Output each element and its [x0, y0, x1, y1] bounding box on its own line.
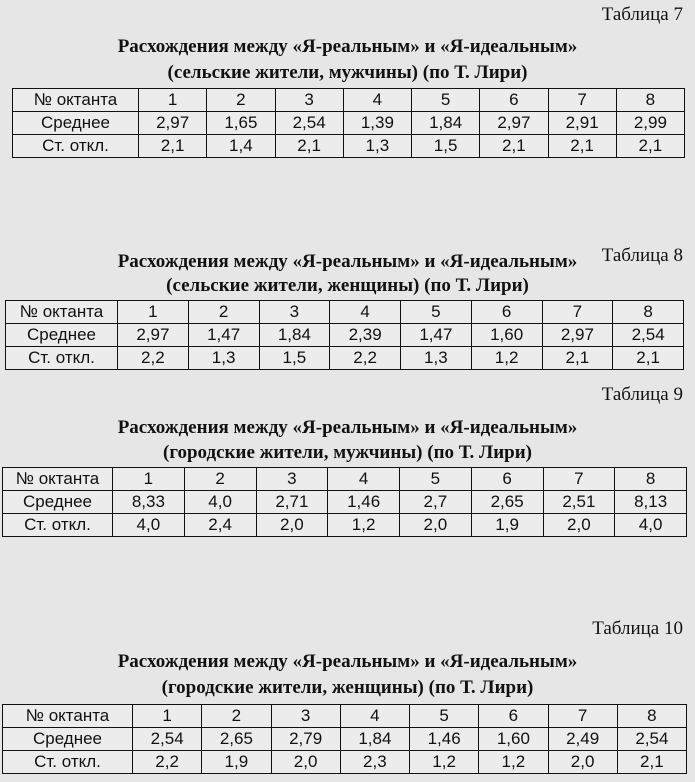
table-cell: 2,1 — [613, 347, 684, 370]
table-cell: 1,46 — [328, 491, 400, 514]
table-cell: 2,39 — [330, 324, 401, 347]
table-cell: 2,54 — [613, 324, 684, 347]
table-cell: 2,97 — [480, 112, 548, 135]
header-cell: 1 — [139, 89, 207, 112]
table-title-line2: (сельские жители, женщины) (по Т. Лири) — [166, 275, 529, 296]
row-label-cell: Среднее — [6, 324, 118, 347]
octant-header-cell: № октанта — [3, 468, 113, 491]
row-label-cell: Среднее — [13, 112, 139, 135]
table-row — [3, 728, 687, 751]
row-label-cell: Ст. откл. — [3, 751, 133, 774]
table-cell: 2,0 — [400, 514, 472, 537]
table-title-line1: Расхождения между «Я-реальным» и «Я-идеальным» — [117, 651, 578, 672]
table-cell: 1,5 — [412, 135, 480, 158]
table-cell: 2,2 — [118, 347, 189, 370]
table-number: Таблица 9 — [601, 384, 683, 405]
table-cell: 1,2 — [328, 514, 400, 537]
table-cell: 2,99 — [616, 112, 684, 135]
header-cell: 5 — [400, 468, 472, 491]
table-cell: 1,60 — [471, 324, 542, 347]
header-cell: 2 — [184, 468, 256, 491]
table-cell: 2,1 — [616, 135, 684, 158]
table-cell: 2,0 — [256, 514, 328, 537]
table-title-line2: (городские жители, женщины) (по Т. Лири) — [161, 677, 534, 698]
table-header-row — [13, 89, 685, 112]
table-header-row — [3, 705, 687, 728]
table-row — [3, 491, 687, 514]
table-cell: 2,54 — [617, 728, 686, 751]
row-label-cell: Среднее — [3, 728, 133, 751]
header-cell: 4 — [343, 89, 411, 112]
table-cell: 2,79 — [271, 728, 340, 751]
octant-header-cell: № октанта — [3, 705, 133, 728]
header-cell: 1 — [133, 705, 202, 728]
data-table — [2, 467, 687, 537]
header-cell: 7 — [548, 89, 616, 112]
table-9-block — [0, 380, 695, 580]
table-cell: 4,0 — [615, 514, 687, 537]
table-cell: 2,7 — [400, 491, 472, 514]
header-cell: 5 — [412, 89, 480, 112]
table-cell: 2,51 — [543, 491, 615, 514]
header-cell: 2 — [202, 705, 271, 728]
header-cell: 6 — [479, 705, 548, 728]
header-cell: 4 — [328, 468, 400, 491]
table-cell: 2,1 — [617, 751, 686, 774]
table-cell: 1,39 — [343, 112, 411, 135]
table-cell: 4,0 — [184, 491, 256, 514]
data-table — [12, 88, 685, 158]
table-title-line2: (городские жители, мужчины) (по Т. Лири) — [163, 442, 532, 463]
table-number: Таблица 10 — [592, 618, 683, 639]
table-title-line1: Расхождения между «Я-реальным» и «Я-идеальным» — [117, 251, 578, 272]
table-cell: 2,0 — [548, 751, 617, 774]
header-cell: 3 — [275, 89, 343, 112]
table-cell: 1,5 — [259, 347, 330, 370]
table-cell: 2,3 — [340, 751, 409, 774]
table-cell: 2,91 — [548, 112, 616, 135]
header-cell: 4 — [340, 705, 409, 728]
header-cell: 8 — [613, 301, 684, 324]
row-label-cell: Ст. откл. — [13, 135, 139, 158]
table-cell: 4,0 — [113, 514, 185, 537]
table-row — [3, 514, 687, 537]
header-cell: 6 — [480, 89, 548, 112]
table-header-row — [3, 468, 687, 491]
row-label-cell: Ст. откл. — [3, 514, 113, 537]
table-cell: 1,47 — [401, 324, 472, 347]
octant-header-cell: № октанта — [6, 301, 118, 324]
table-cell: 1,84 — [412, 112, 480, 135]
table-7-block — [0, 0, 695, 175]
header-cell: 3 — [271, 705, 340, 728]
table-cell: 2,97 — [542, 324, 613, 347]
table-cell: 1,9 — [471, 514, 543, 537]
table-title-line2: (сельские жители, мужчины) (по Т. Лири) — [167, 62, 528, 83]
table-cell: 1,46 — [410, 728, 479, 751]
table-cell: 2,1 — [275, 135, 343, 158]
header-cell: 5 — [401, 301, 472, 324]
table-cell: 2,4 — [184, 514, 256, 537]
table-number: Таблица 7 — [601, 4, 683, 25]
table-cell: 2,65 — [202, 728, 271, 751]
data-table — [5, 300, 684, 370]
header-cell: 1 — [118, 301, 189, 324]
table-cell: 1,84 — [340, 728, 409, 751]
table-cell: 2,0 — [271, 751, 340, 774]
table-cell: 2,97 — [118, 324, 189, 347]
table-cell: 8,33 — [113, 491, 185, 514]
table-cell: 1,2 — [479, 751, 548, 774]
table-cell: 2,49 — [548, 728, 617, 751]
table-title-line1: Расхождения между «Я-реальным» и «Я-идеальным» — [117, 36, 578, 57]
table-cell: 2,54 — [275, 112, 343, 135]
table-number: Таблица 8 — [601, 245, 683, 266]
table-cell: 2,1 — [480, 135, 548, 158]
table-cell: 8,13 — [615, 491, 687, 514]
header-cell: 8 — [617, 705, 686, 728]
table-cell: 2,2 — [330, 347, 401, 370]
table-cell: 2,54 — [133, 728, 202, 751]
header-cell: 4 — [330, 301, 401, 324]
header-cell: 6 — [471, 301, 542, 324]
table-cell: 1,2 — [471, 347, 542, 370]
table-cell: 1,3 — [188, 347, 259, 370]
table-cell: 1,60 — [479, 728, 548, 751]
header-cell: 6 — [471, 468, 543, 491]
table-cell: 1,3 — [343, 135, 411, 158]
table-cell: 2,2 — [133, 751, 202, 774]
table-cell: 1,47 — [188, 324, 259, 347]
table-cell: 2,1 — [139, 135, 207, 158]
table-header-row — [6, 301, 684, 324]
table-cell: 1,2 — [410, 751, 479, 774]
table-row — [6, 347, 684, 370]
row-label-cell: Среднее — [3, 491, 113, 514]
table-cell: 1,9 — [202, 751, 271, 774]
table-row — [13, 135, 685, 158]
table-cell: 1,4 — [207, 135, 275, 158]
row-label-cell: Ст. откл. — [6, 347, 118, 370]
table-10-block — [0, 610, 695, 782]
header-cell: 8 — [616, 89, 684, 112]
header-cell: 7 — [542, 301, 613, 324]
table-cell: 2,97 — [139, 112, 207, 135]
table-cell: 2,0 — [543, 514, 615, 537]
table-8-block — [0, 190, 695, 380]
header-cell: 3 — [256, 468, 328, 491]
octant-header-cell: № октанта — [13, 89, 139, 112]
header-cell: 8 — [615, 468, 687, 491]
table-row — [3, 751, 687, 774]
header-cell: 3 — [259, 301, 330, 324]
table-cell: 1,65 — [207, 112, 275, 135]
table-title-line1: Расхождения между «Я-реальным» и «Я-идеальным» — [117, 417, 578, 438]
table-cell: 1,3 — [401, 347, 472, 370]
header-cell: 7 — [543, 468, 615, 491]
table-row — [13, 112, 685, 135]
table-cell: 1,84 — [259, 324, 330, 347]
header-cell: 2 — [207, 89, 275, 112]
data-table — [2, 704, 687, 774]
header-cell: 1 — [113, 468, 185, 491]
header-cell: 2 — [188, 301, 259, 324]
table-cell: 2,1 — [542, 347, 613, 370]
header-cell: 7 — [548, 705, 617, 728]
header-cell: 5 — [410, 705, 479, 728]
table-cell: 2,1 — [548, 135, 616, 158]
table-row — [6, 324, 684, 347]
table-cell: 2,71 — [256, 491, 328, 514]
table-cell: 2,65 — [471, 491, 543, 514]
